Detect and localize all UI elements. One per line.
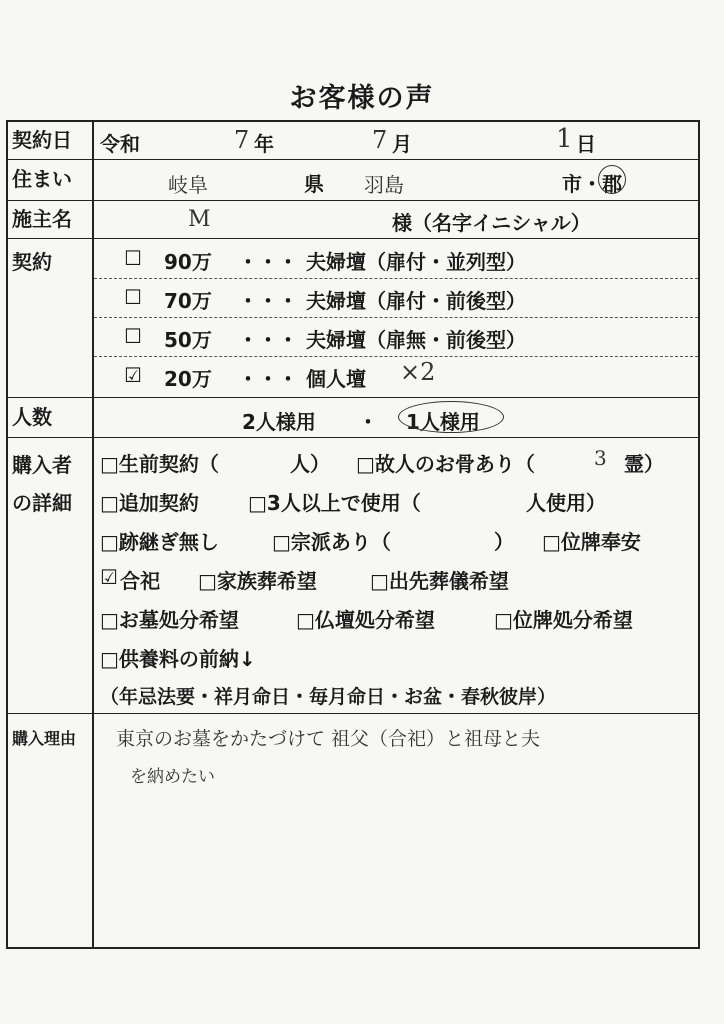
people-one[interactable]: 1人様用 xyxy=(406,410,480,434)
city-unit: 市・ xyxy=(562,172,602,196)
contract-row xyxy=(8,239,698,398)
pre-need-contract-option[interactable]: □生前契約（ xyxy=(100,452,219,476)
owner-initial[interactable]: M xyxy=(188,207,211,232)
option-50-desc: 夫婦壇（扉無・前後型） xyxy=(306,328,526,352)
option-50-checkbox[interactable]: ☐ xyxy=(124,324,142,348)
owner-label: 施主名 xyxy=(8,201,94,238)
people-two[interactable]: 2人様用 xyxy=(242,410,316,434)
contract-date-row xyxy=(8,122,698,160)
away-funeral-option[interactable]: □出先葬儀希望 xyxy=(370,569,509,593)
option-70-dots: ・・・ xyxy=(238,289,298,313)
option-50-price: 50万 xyxy=(164,328,212,352)
altar-disposal-option[interactable]: □仏壇処分希望 xyxy=(296,608,435,632)
sect-close: ） xyxy=(494,530,514,554)
ihai-disposal-option[interactable]: □位牌処分希望 xyxy=(494,608,633,632)
grave-disposal-option[interactable]: □お墓処分希望 xyxy=(100,608,239,632)
address-row xyxy=(8,160,698,201)
memorial-occasions-note: （年忌法要・祥月命日・毎月命日・お盆・春秋彼岸） xyxy=(100,686,557,708)
year-value[interactable]: 7 xyxy=(234,126,250,154)
gun-unit: 郡 xyxy=(602,172,622,196)
family-funeral-option[interactable]: □家族葬希望 xyxy=(198,569,317,593)
option-90-price: 90万 xyxy=(164,250,212,274)
prefecture-unit: 県 xyxy=(304,172,324,196)
owner-suffix: 様（名字イニシャル） xyxy=(392,211,591,235)
option-50-dots: ・・・ xyxy=(238,328,298,352)
ihai-enshrine-option[interactable]: □位牌奉安 xyxy=(542,530,641,554)
purchaser-label-line1: 購入者 xyxy=(12,453,72,477)
sect-option[interactable]: □宗派あり（ xyxy=(272,530,391,554)
additional-contract-option[interactable]: □追加契約 xyxy=(100,491,199,515)
option-20-price: 20万 xyxy=(164,367,212,391)
reason-row xyxy=(8,714,698,947)
month-value[interactable]: 7 xyxy=(372,126,388,154)
option-70-checkbox[interactable]: ☐ xyxy=(124,285,142,309)
gun-selected-circle xyxy=(598,165,626,194)
option-90-desc: 夫婦壇（扉付・並列型） xyxy=(306,250,526,274)
contract-date-label: 契約日 xyxy=(8,122,94,159)
owner-row xyxy=(8,201,698,239)
divider xyxy=(94,317,698,318)
purchaser-row xyxy=(8,438,698,714)
page-title: お客様の声 xyxy=(289,83,435,114)
remains-count[interactable]: 3 xyxy=(594,446,607,470)
address-label: 住まい xyxy=(8,160,94,200)
no-successor-option[interactable]: □跡継ぎ無し xyxy=(100,530,219,554)
joint-burial-label: 合祀 xyxy=(120,569,160,593)
remains-unit: 霊） xyxy=(624,452,664,476)
prepaid-memorial-option[interactable]: □供養料の前納↓ xyxy=(100,647,256,671)
three-plus-unit: 人使用） xyxy=(526,491,606,515)
month-unit: 月 xyxy=(392,132,412,156)
era: 令和 xyxy=(100,132,140,156)
reason-line1[interactable]: 東京のお墓をかたづけて 祖父（合祀）と祖母と夫 xyxy=(116,728,541,750)
year-unit: 年 xyxy=(254,132,274,156)
customer-voice-form xyxy=(6,120,700,949)
city-value[interactable]: 羽島 xyxy=(364,173,404,197)
remains-option[interactable]: □故人のお骨あり（ xyxy=(356,452,535,476)
option-90-dots: ・・・ xyxy=(238,250,298,274)
prefecture-value[interactable]: 岐阜 xyxy=(168,173,208,197)
option-20-quantity[interactable]: ×2 xyxy=(400,358,436,386)
purchaser-label-line2: の詳細 xyxy=(12,491,72,515)
divider xyxy=(94,278,698,279)
people-row xyxy=(8,398,698,438)
people-label: 人数 xyxy=(8,398,94,437)
reason-line2[interactable]: を納めたい xyxy=(130,767,215,787)
option-20-dots: ・・・ xyxy=(238,367,298,391)
reason-label: 購入理由 xyxy=(8,714,94,947)
option-20-desc: 個人壇 xyxy=(306,367,366,391)
joint-burial-checkbox[interactable]: ☑ xyxy=(100,565,118,589)
three-plus-option[interactable]: □3人以上で使用（ xyxy=(248,491,421,515)
option-70-desc: 夫婦壇（扉付・前後型） xyxy=(306,289,526,313)
option-20-checkbox[interactable]: ☑ xyxy=(124,363,142,387)
day-unit: 日 xyxy=(576,132,596,156)
option-90-checkbox[interactable]: ☐ xyxy=(124,246,142,270)
day-value[interactable]: 1 xyxy=(556,124,573,154)
option-70-price: 70万 xyxy=(164,289,212,313)
purchaser-label xyxy=(8,438,94,713)
contract-label: 契約 xyxy=(8,239,94,397)
people-one-selected-circle xyxy=(398,401,504,433)
people-separator: ・ xyxy=(358,410,378,434)
pre-need-unit: 人） xyxy=(290,452,330,476)
divider xyxy=(94,356,698,357)
